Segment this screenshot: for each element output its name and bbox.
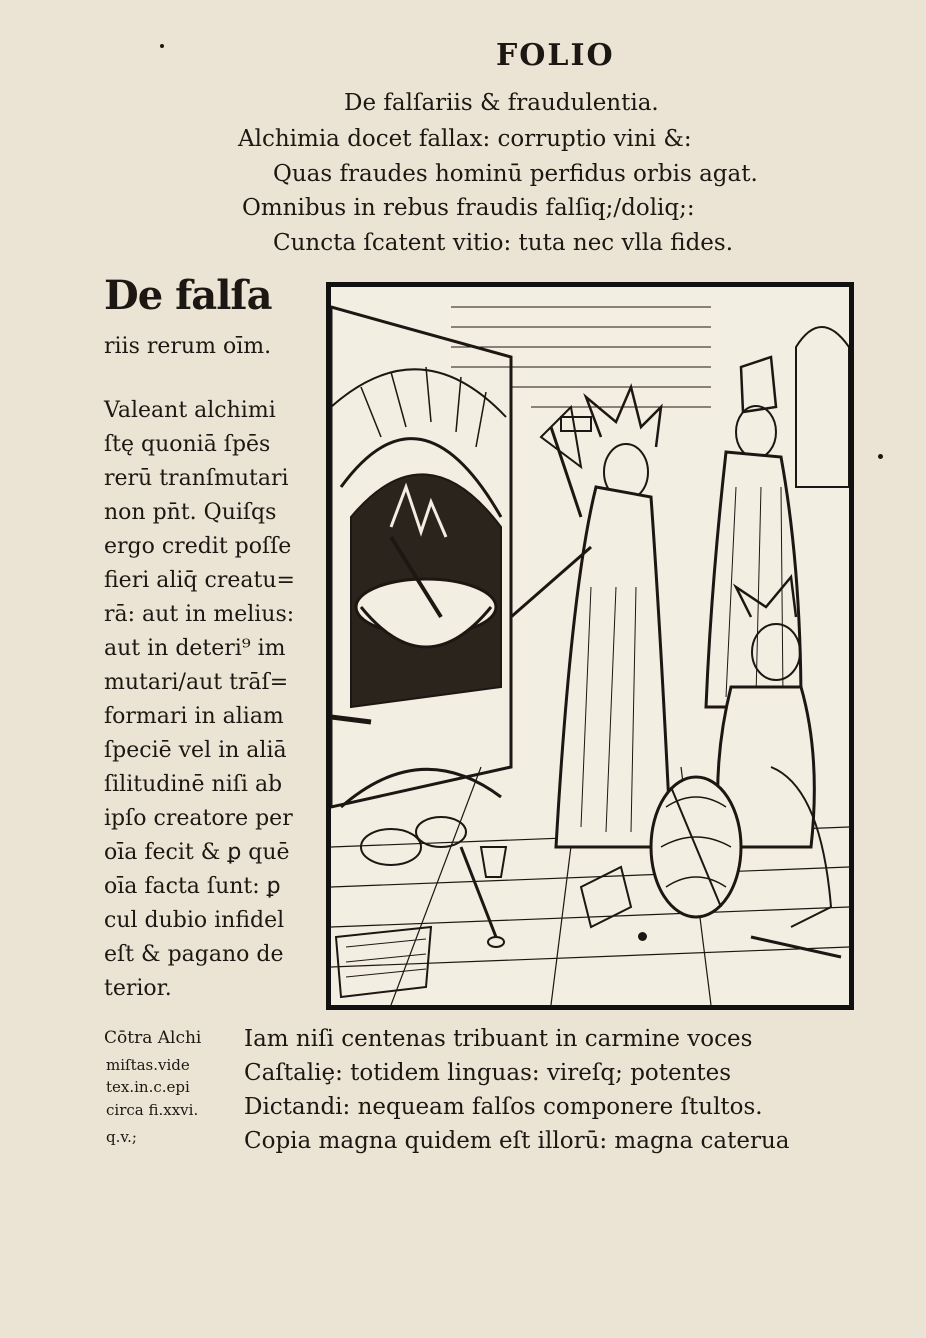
column-line: ſilitudinē niſi ab [104, 772, 283, 797]
bottom-verse-line: Iam niſi centenas tribuant in carmine voces [244, 1026, 753, 1052]
verse-line-4: Omnibus in rebus fraudis falſiq;/doliq;: [242, 195, 695, 221]
woodcut-illustration [326, 282, 854, 1010]
folio-header: FOLIO [496, 38, 615, 73]
column-line: eſt & pagano de [104, 942, 284, 967]
chapter-title: De falſa [104, 272, 272, 319]
margin-note-line: tex.in.c.epi [106, 1078, 190, 1096]
verse-line-2: Alchimia docet fallax: corruptio vini &: [238, 126, 692, 152]
paper-speck [638, 932, 647, 941]
margin-note-line: miſtas.vide [106, 1056, 190, 1074]
column-line: oīa fecit & ꝑ quē [104, 840, 290, 865]
paper-speck [160, 44, 164, 48]
column-line: rerū tranſmutari [104, 466, 289, 491]
bottom-verse-line: Dictandi: nequeam falſos componere ſtultos. [244, 1094, 763, 1120]
margin-note-line: circa fi.xxvi. [106, 1101, 199, 1119]
verse-line-1: De falſariis & fraudulentia. [344, 90, 659, 116]
column-line: mutari/aut trāſ= [104, 670, 289, 695]
column-line: fieri aliq̄ creatu= [104, 568, 295, 593]
verse-line-3: Quas fraudes hominū perfidus orbis agat. [273, 161, 758, 187]
column-line: Valeant alchimi [104, 398, 276, 423]
column-line: ipſo creatore per [104, 806, 293, 831]
column-line: oīa facta ſunt: ꝑ [104, 874, 281, 899]
column-line: cul dubio infidel [104, 908, 285, 933]
column-line: formari in aliam [104, 704, 284, 729]
bottom-verse-line: Copia magna quidem eſt illorū: magna caterua [244, 1128, 790, 1154]
chapter-title-continued: riis rerum oīm. [104, 334, 272, 359]
woodcut-drawing [331, 287, 849, 1005]
column-line: aut in deteri⁹ im [104, 636, 286, 661]
column-line: ſpeciē vel in aliā [104, 738, 287, 763]
paper-speck [878, 454, 883, 459]
margin-note-line: Cōtra Alchi [104, 1028, 202, 1048]
column-line: ſtę quoniā ſpēs [104, 432, 271, 457]
column-line: non pn̄t. Quiſqs [104, 500, 277, 525]
column-line: ergo credit poſſe [104, 534, 292, 559]
bottom-verse-line: Caſtaliȩ: totidem linguas: vireſq; potentes [244, 1060, 732, 1086]
verse-line-5: Cuncta ſcatent vitio: tuta nec vlla fides. [273, 230, 734, 256]
margin-note-line: q.v.; [106, 1128, 137, 1146]
column-line: terior. [104, 976, 172, 1001]
column-line: rā: aut in melius: [104, 602, 295, 627]
